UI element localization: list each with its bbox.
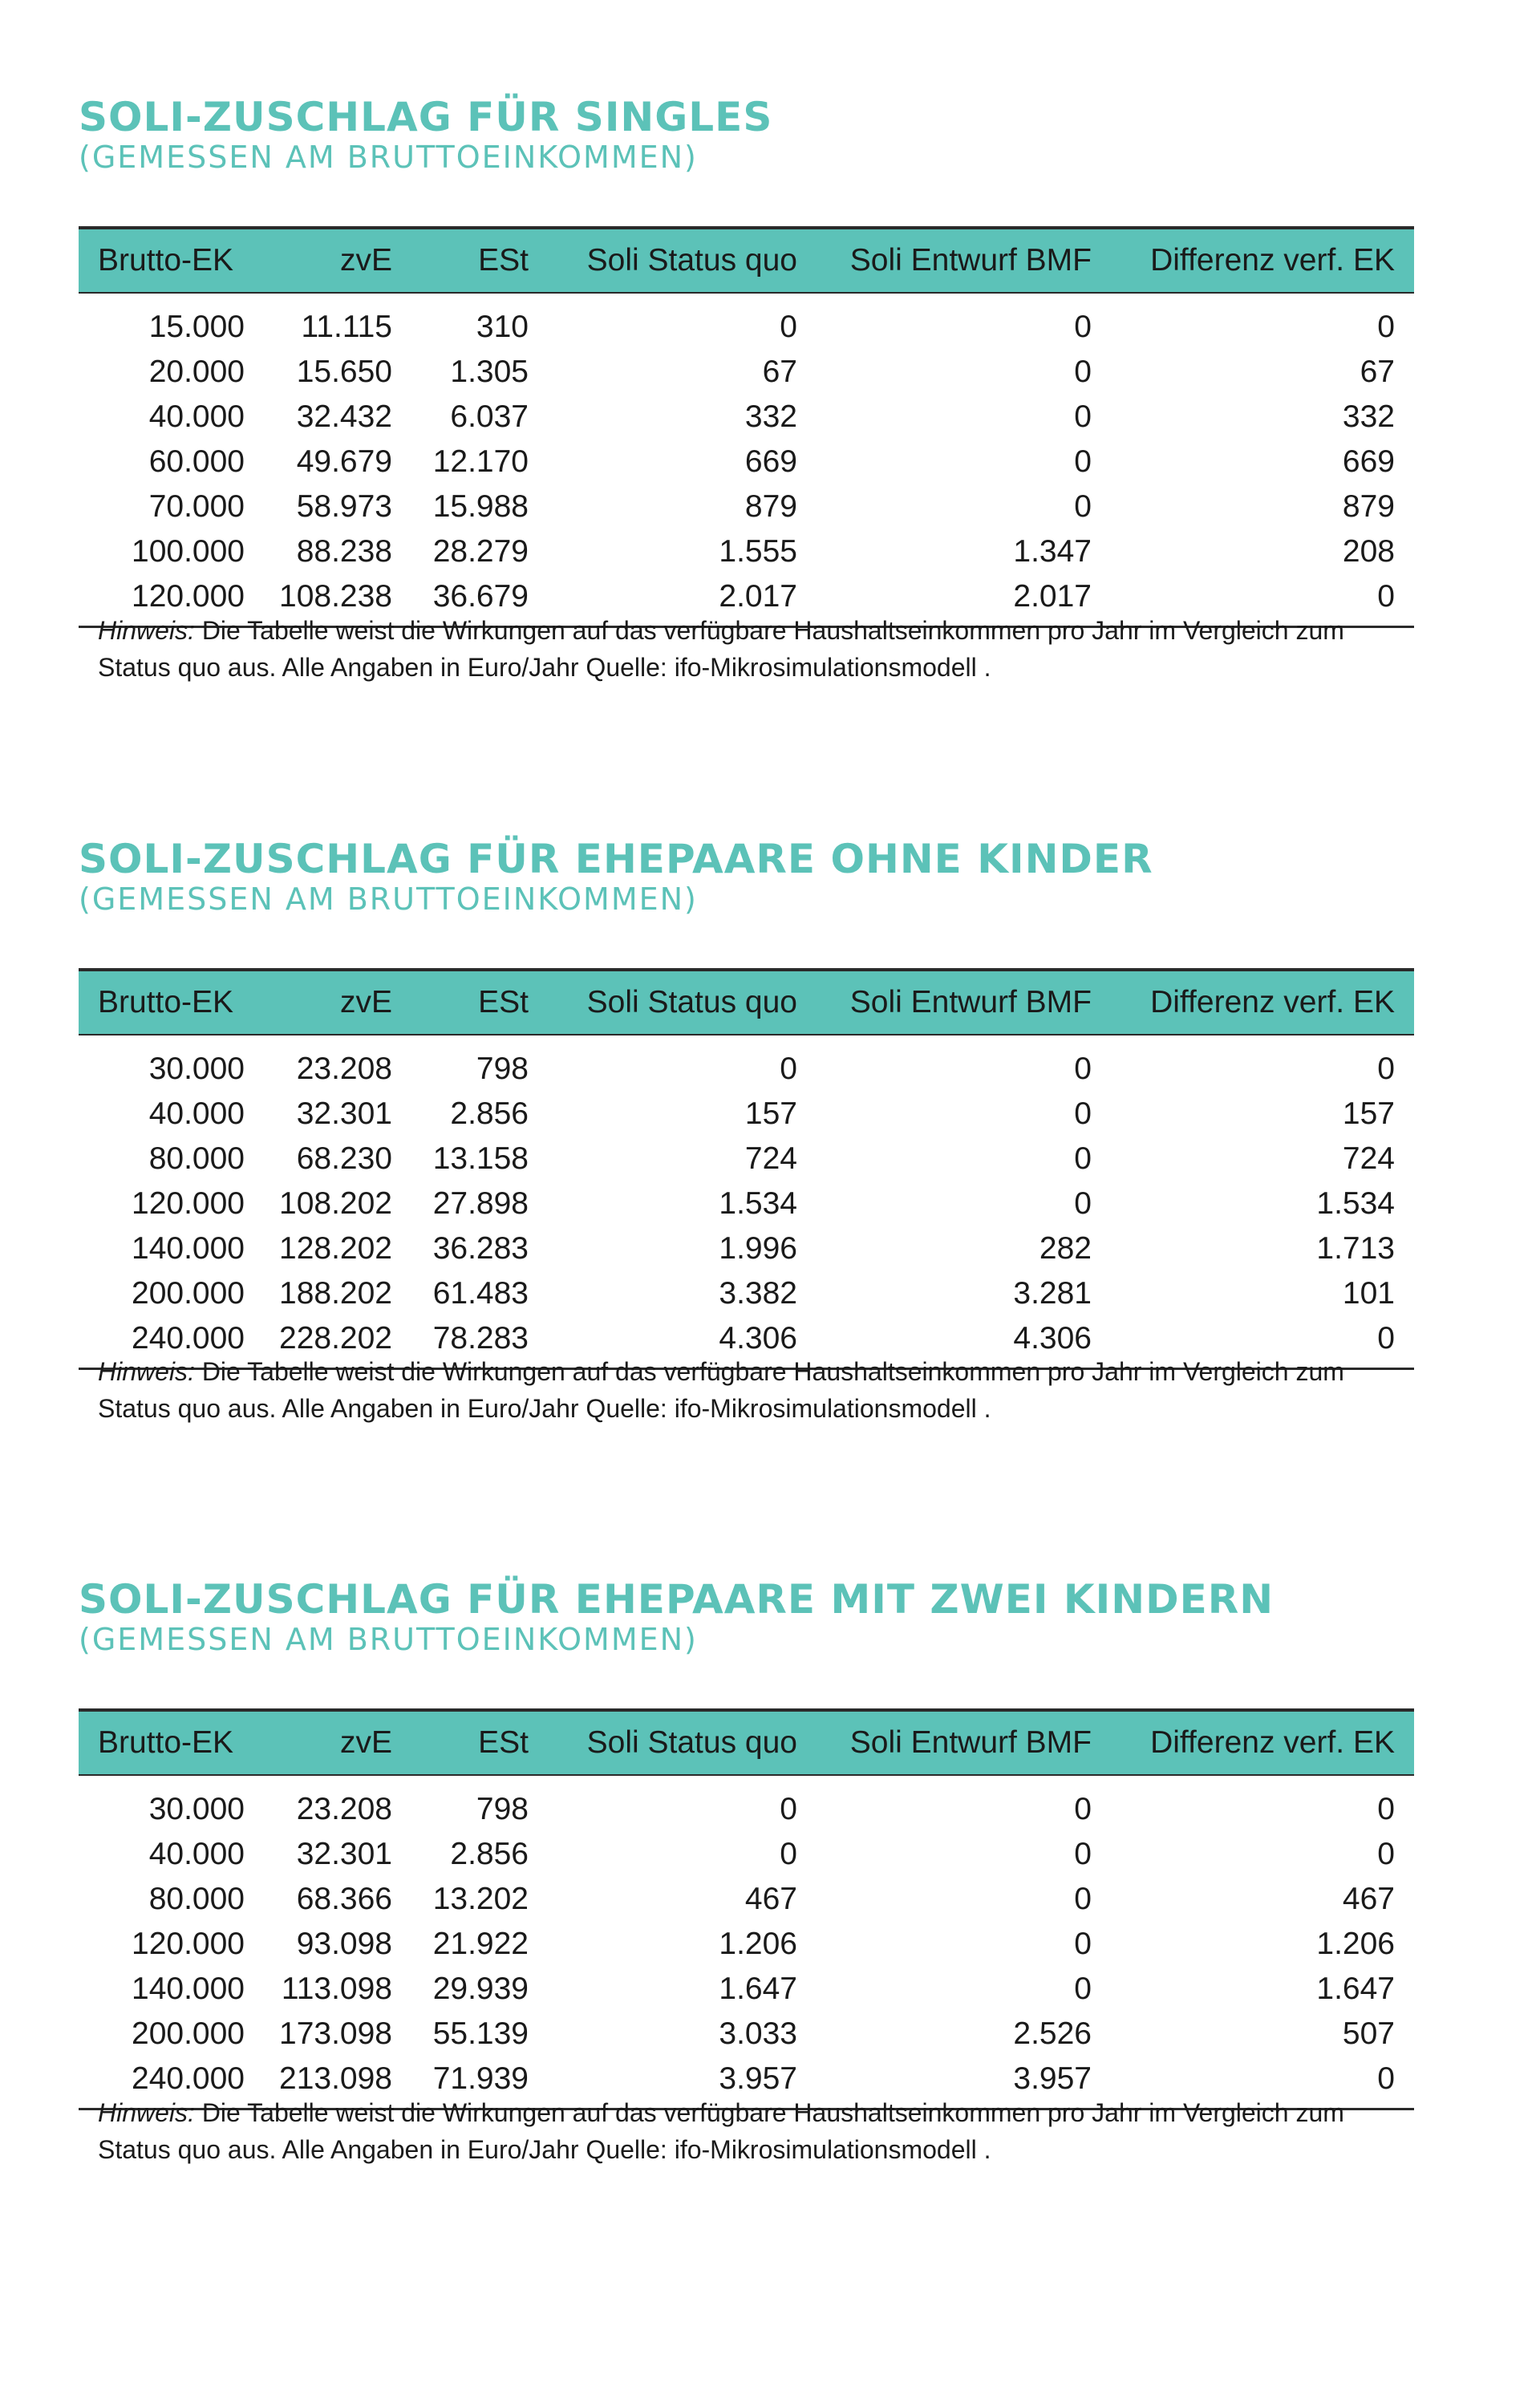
table-cell: 68.230	[296, 1141, 392, 1176]
table-cell: 3.033	[719, 2016, 797, 2051]
table-cell: 21.922	[432, 1927, 529, 1961]
note-text: Die Tabelle weist die Wirkungen auf das verfügbare Haushaltseinkommen pro Jahr im Vergleich zum Status quo aus. Alle Angaben in Euro/Jahr Quelle: ifo-Mikrosimulationsmodell .	[98, 2098, 1344, 2164]
table-cell: 2.856	[450, 1096, 529, 1131]
table-cell: 1.534	[1316, 1186, 1395, 1221]
table-cell: 11.115	[301, 310, 392, 344]
table-cell: 0	[1074, 399, 1092, 434]
table-cell: 0	[1074, 1096, 1092, 1131]
table-row	[79, 484, 1414, 529]
table-cell: 15.000	[148, 310, 245, 344]
table-cell: 507	[1342, 2016, 1395, 2051]
table-cell: 1.555	[719, 534, 797, 569]
table-row	[79, 1092, 1414, 1137]
table-cell: 669	[1342, 444, 1395, 479]
table-row	[79, 395, 1414, 440]
column-header: zvE	[251, 970, 411, 1035]
table-cell: 724	[1342, 1141, 1395, 1176]
column-header: Soli Entwurf BMF	[817, 228, 1111, 293]
table-row	[79, 1137, 1414, 1181]
table-cell: 1.647	[1316, 1972, 1395, 2006]
table-cell: 23.208	[296, 1052, 392, 1086]
table-header-row	[79, 970, 1414, 1035]
table-cell: 200.000	[132, 2016, 245, 2051]
table-row	[79, 1967, 1414, 2012]
table-cell: 0	[780, 1052, 797, 1086]
table-cell: 724	[744, 1141, 797, 1176]
table-cell: 30.000	[148, 1792, 245, 1826]
column-header: Soli Status quo	[548, 228, 817, 293]
data-table	[79, 1708, 1414, 2110]
column-header: Soli Entwurf BMF	[817, 970, 1111, 1035]
table-cell: 6.037	[450, 399, 529, 434]
table-cell: 101	[1342, 1276, 1395, 1311]
table-row	[79, 1877, 1414, 1922]
table-row	[79, 1181, 1414, 1226]
table-header-row	[79, 1710, 1414, 1775]
table-cell: 188.202	[279, 1276, 392, 1311]
note-label: Hinweis:	[98, 1357, 195, 1386]
table-cell: 140.000	[132, 1972, 245, 2006]
table-cell: 2.856	[450, 1837, 529, 1871]
table-cell: 0	[1074, 1186, 1092, 1221]
table-cell: 49.679	[296, 444, 392, 479]
table-cell: 1.206	[719, 1927, 797, 1961]
table-cell: 13.158	[432, 1141, 529, 1176]
column-header: ESt	[411, 1710, 548, 1775]
table-note	[98, 612, 1397, 686]
table-cell: 1.647	[719, 1972, 797, 2006]
table-cell: 200.000	[132, 1276, 245, 1311]
table-cell: 0	[1074, 1882, 1092, 1916]
table-cell: 332	[1342, 399, 1395, 434]
table-cell: 128.202	[279, 1231, 392, 1266]
table-cell: 0	[1074, 1141, 1092, 1176]
table-cell: 2.526	[1013, 2016, 1092, 2051]
table-cell: 0	[1074, 1972, 1092, 2006]
table-cell: 0	[1074, 444, 1092, 479]
table-row	[79, 440, 1414, 484]
table-cell: 0	[1377, 1792, 1395, 1826]
table-cell: 120.000	[79, 574, 251, 627]
table-cell: 40.000	[148, 399, 245, 434]
table-row	[79, 529, 1414, 574]
table-cell: 467	[1342, 1882, 1395, 1916]
table-note	[98, 1353, 1397, 1427]
table-cell: 879	[1342, 489, 1395, 524]
table-cell: 108.202	[279, 1186, 392, 1221]
table-cell: 67	[762, 355, 797, 389]
table-cell: 0	[1074, 489, 1092, 524]
table-cell: 140.000	[132, 1231, 245, 1266]
table-cell: 88.238	[296, 534, 392, 569]
section-subtitle: (GEMESSEN AM BRUTTOEINKOMMEN)	[79, 881, 698, 917]
table-cell: 15.988	[432, 489, 529, 524]
section-title: SOLI-ZUSCHLAG FÜR SINGLES	[79, 94, 773, 140]
section-subtitle: (GEMESSEN AM BRUTTOEINKOMMEN)	[79, 1622, 698, 1657]
table-cell: 68.366	[296, 1882, 392, 1916]
table-row	[79, 1271, 1414, 1316]
table-cell: 32.301	[296, 1837, 392, 1871]
table-cell: 12.170	[432, 444, 529, 479]
table-cell: 29.939	[432, 1972, 529, 2006]
table-cell: 1.996	[719, 1231, 797, 1266]
section-subtitle: (GEMESSEN AM BRUTTOEINKOMMEN)	[79, 140, 698, 175]
table-cell: 1.305	[450, 355, 529, 389]
column-header: Differenz verf. EK	[1111, 228, 1414, 293]
table-cell: 58.973	[296, 489, 392, 524]
table-cell: 13.202	[432, 1882, 529, 1916]
table-cell: 108.238	[251, 574, 411, 627]
table-cell: 157	[1342, 1096, 1395, 1131]
table-cell: 70.000	[148, 489, 245, 524]
table-cell: 240.000	[79, 1316, 251, 1369]
table-cell: 0	[780, 310, 797, 344]
table-cell: 240.000	[79, 2057, 251, 2109]
column-header: Differenz verf. EK	[1111, 1710, 1414, 1775]
table-cell: 40.000	[148, 1096, 245, 1131]
section-title: SOLI-ZUSCHLAG FÜR EHEPAARE OHNE KINDER	[79, 836, 1153, 882]
column-header: Soli Entwurf BMF	[817, 1710, 1111, 1775]
column-header: zvE	[251, 228, 411, 293]
column-header: Soli Status quo	[548, 1710, 817, 1775]
table-cell: 30.000	[148, 1052, 245, 1086]
table-cell: 2.017	[548, 574, 817, 627]
table-cell: 1.347	[1013, 534, 1092, 569]
table-cell: 1.534	[719, 1186, 797, 1221]
column-header: Brutto-EK	[79, 970, 251, 1035]
table-cell: 4.306	[548, 1316, 817, 1369]
table-cell: 80.000	[148, 1882, 245, 1916]
table-cell: 798	[476, 1792, 529, 1826]
table-cell: 1.206	[1316, 1927, 1395, 1961]
table-cell: 0	[1111, 574, 1414, 627]
table-cell: 28.279	[432, 534, 529, 569]
column-header: Differenz verf. EK	[1111, 970, 1414, 1035]
table-cell: 55.139	[432, 2016, 529, 2051]
table-cell: 120.000	[132, 1186, 245, 1221]
table-cell: 32.301	[296, 1096, 392, 1131]
data-table	[79, 226, 1414, 628]
table-cell: 3.382	[719, 1276, 797, 1311]
table-cell: 0	[1074, 310, 1092, 344]
table-cell: 32.432	[296, 399, 392, 434]
table-cell: 78.283	[411, 1316, 548, 1369]
table-cell: 120.000	[132, 1927, 245, 1961]
table-header-row	[79, 228, 1414, 293]
table-row	[79, 293, 1414, 350]
table-note	[98, 2094, 1397, 2168]
note-text: Die Tabelle weist die Wirkungen auf das verfügbare Haushaltseinkommen pro Jahr im Vergleich zum Status quo aus. Alle Angaben in Euro/Jahr Quelle: ifo-Mikrosimulationsmodell .	[98, 616, 1344, 682]
table-row	[79, 350, 1414, 395]
table-cell: 0	[1074, 1792, 1092, 1826]
table-cell: 0	[1377, 1837, 1395, 1871]
table-cell: 20.000	[148, 355, 245, 389]
table-cell: 3.281	[1013, 1276, 1092, 1311]
table-cell: 3.957	[548, 2057, 817, 2109]
table-cell: 61.483	[432, 1276, 529, 1311]
table-row	[79, 1775, 1414, 1832]
table-cell: 173.098	[279, 2016, 392, 2051]
table-row	[79, 1226, 1414, 1271]
table-cell: 2.017	[817, 574, 1111, 627]
column-header: ESt	[411, 970, 548, 1035]
table-cell: 3.957	[817, 2057, 1111, 2109]
column-header: Brutto-EK	[79, 1710, 251, 1775]
column-header: Brutto-EK	[79, 228, 251, 293]
table-cell: 157	[744, 1096, 797, 1131]
table-cell: 113.098	[281, 1972, 392, 2006]
column-header: zvE	[251, 1710, 411, 1775]
note-label: Hinweis:	[98, 2098, 195, 2127]
table-cell: 0	[1074, 1927, 1092, 1961]
table-cell: 208	[1342, 534, 1395, 569]
table-cell: 0	[1074, 355, 1092, 389]
column-header: Soli Status quo	[548, 970, 817, 1035]
table-cell: 93.098	[296, 1927, 392, 1961]
table-cell: 36.679	[411, 574, 548, 627]
table-cell: 71.939	[411, 2057, 548, 2109]
table-cell: 0	[1074, 1052, 1092, 1086]
table-cell: 467	[744, 1882, 797, 1916]
table-row	[79, 1035, 1414, 1092]
table-row	[79, 2012, 1414, 2057]
table-cell: 60.000	[148, 444, 245, 479]
table-cell: 0	[780, 1792, 797, 1826]
table-cell: 15.650	[296, 355, 392, 389]
section-title: SOLI-ZUSCHLAG FÜR EHEPAARE MIT ZWEI KINDERN	[79, 1576, 1275, 1623]
table-cell: 282	[1039, 1231, 1092, 1266]
table-cell: 27.898	[432, 1186, 529, 1221]
table-cell: 0	[1111, 1316, 1414, 1369]
table-cell: 0	[1111, 2057, 1414, 2109]
table-cell: 310	[476, 310, 529, 344]
table-cell: 4.306	[817, 1316, 1111, 1369]
table-cell: 0	[1074, 1837, 1092, 1871]
table-cell: 669	[744, 444, 797, 479]
note-text: Die Tabelle weist die Wirkungen auf das verfügbare Haushaltseinkommen pro Jahr im Vergleich zum Status quo aus. Alle Angaben in Euro/Jahr Quelle: ifo-Mikrosimulationsmodell .	[98, 1357, 1344, 1423]
table-row	[79, 1832, 1414, 1877]
table-cell: 213.098	[251, 2057, 411, 2109]
table-cell: 798	[476, 1052, 529, 1086]
table-cell: 80.000	[148, 1141, 245, 1176]
table-cell: 0	[1377, 1052, 1395, 1086]
table-row	[79, 1922, 1414, 1967]
table-cell: 100.000	[132, 534, 245, 569]
table-cell: 1.713	[1316, 1231, 1395, 1266]
table-cell: 0	[1377, 310, 1395, 344]
data-table	[79, 968, 1414, 1370]
table-cell: 228.202	[251, 1316, 411, 1369]
table-cell: 36.283	[432, 1231, 529, 1266]
table-cell: 0	[780, 1837, 797, 1871]
note-label: Hinweis:	[98, 616, 195, 645]
table-cell: 23.208	[296, 1792, 392, 1826]
table-cell: 40.000	[148, 1837, 245, 1871]
table-cell: 67	[1360, 355, 1395, 389]
table-cell: 879	[744, 489, 797, 524]
column-header: ESt	[411, 228, 548, 293]
table-cell: 332	[744, 399, 797, 434]
